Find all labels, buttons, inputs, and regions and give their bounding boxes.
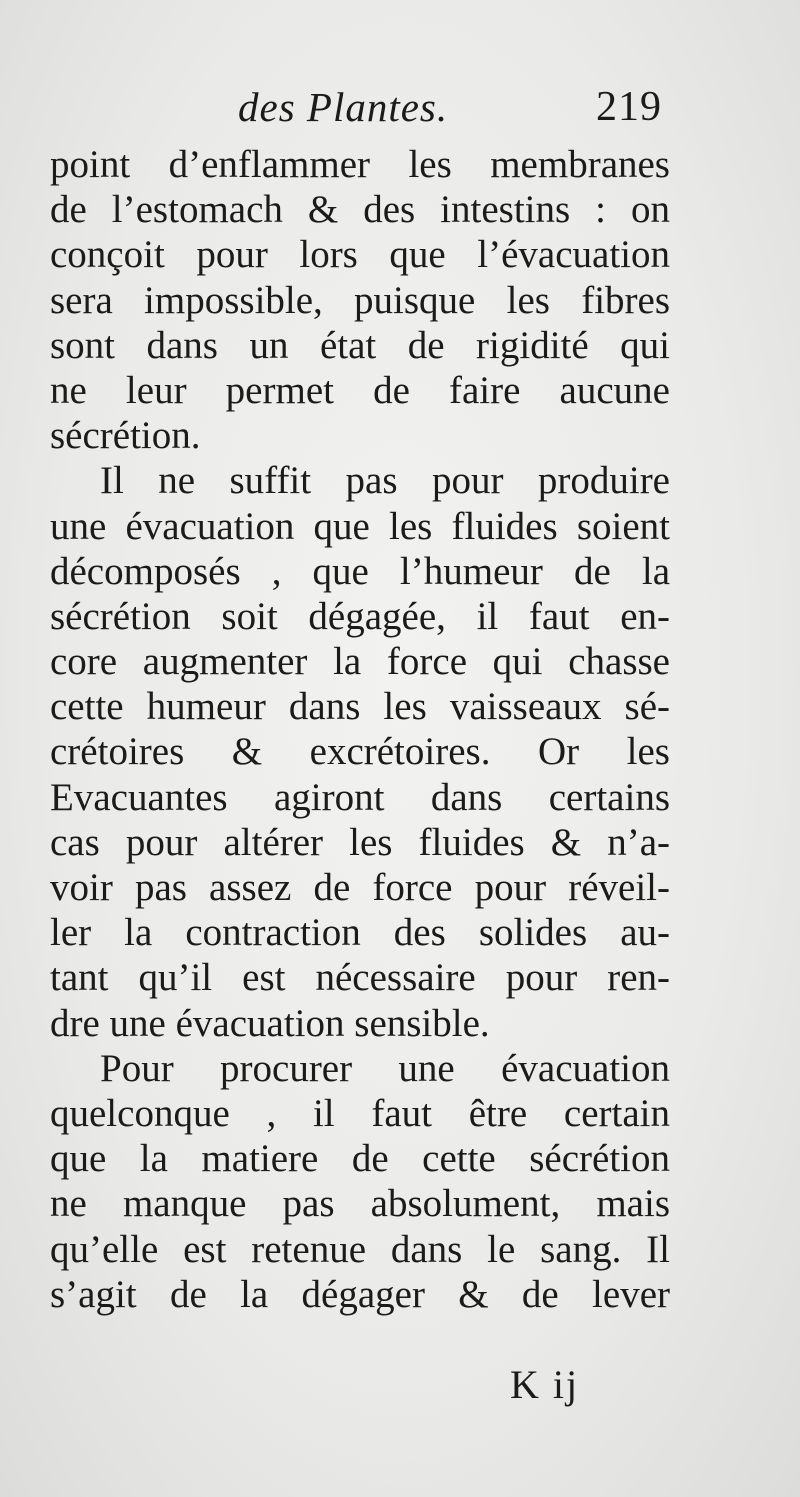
text-line: point d’enflammer les membranes (50, 143, 670, 186)
running-title: des Plantes. (238, 84, 449, 130)
text-line: ne leur permet de faire aucune (50, 368, 670, 412)
text-line: core augmenter la force qui chasse (50, 640, 670, 684)
text-line: Evacuantes agiront dans certains (50, 775, 670, 819)
text-line: conçoit pour lors que l’évacuation (50, 233, 670, 277)
text-line: dre une évacuation sensible. (50, 1001, 490, 1045)
text-line: décomposés , que l’humeur de la (50, 549, 670, 593)
text-line: s’agit de la dégager & de lever (50, 1272, 670, 1316)
text-line: ler la contraction des solides au- (50, 911, 670, 955)
body-text (50, 142, 670, 1317)
text-line: de l’estomach & des intestins : on (50, 188, 670, 232)
text-line: voir pas assez de force pour réveil- (50, 866, 670, 909)
text-line: sécrétion. (50, 414, 201, 458)
text-line: tant qu’il est nécessaire pour ren- (50, 956, 670, 1000)
text-line: sécrétion soit dégagée, il faut en- (50, 594, 670, 638)
signature-mark: K ij (510, 1362, 580, 1407)
text-line: Pour procurer une évacuation (100, 1046, 670, 1090)
text-line: qu’elle est retenue dans le sang. Il (50, 1227, 670, 1271)
text-line: sont dans un état de rigidité qui (50, 323, 670, 367)
text-line: crétoires & excrétoires. Or les (50, 730, 670, 774)
page-number: 219 (596, 84, 662, 130)
text-line: sera impossible, puisque les fibres (50, 278, 670, 322)
text-line: quelconque , il faut être certain (50, 1091, 670, 1135)
text-line: cas pour altérer les fluides & n’a- (50, 820, 670, 864)
page-header (0, 82, 800, 142)
text-line: cette humeur dans les vaisseaux sé- (50, 685, 670, 729)
text-line: Il ne suffit pas pour produire (100, 459, 670, 503)
text-line: que la matiere de cette sécrétion (50, 1137, 670, 1181)
text-line: ne manque pas absolument, mais (50, 1182, 670, 1226)
text-line: une évacuation que les fluides soient (50, 504, 670, 548)
